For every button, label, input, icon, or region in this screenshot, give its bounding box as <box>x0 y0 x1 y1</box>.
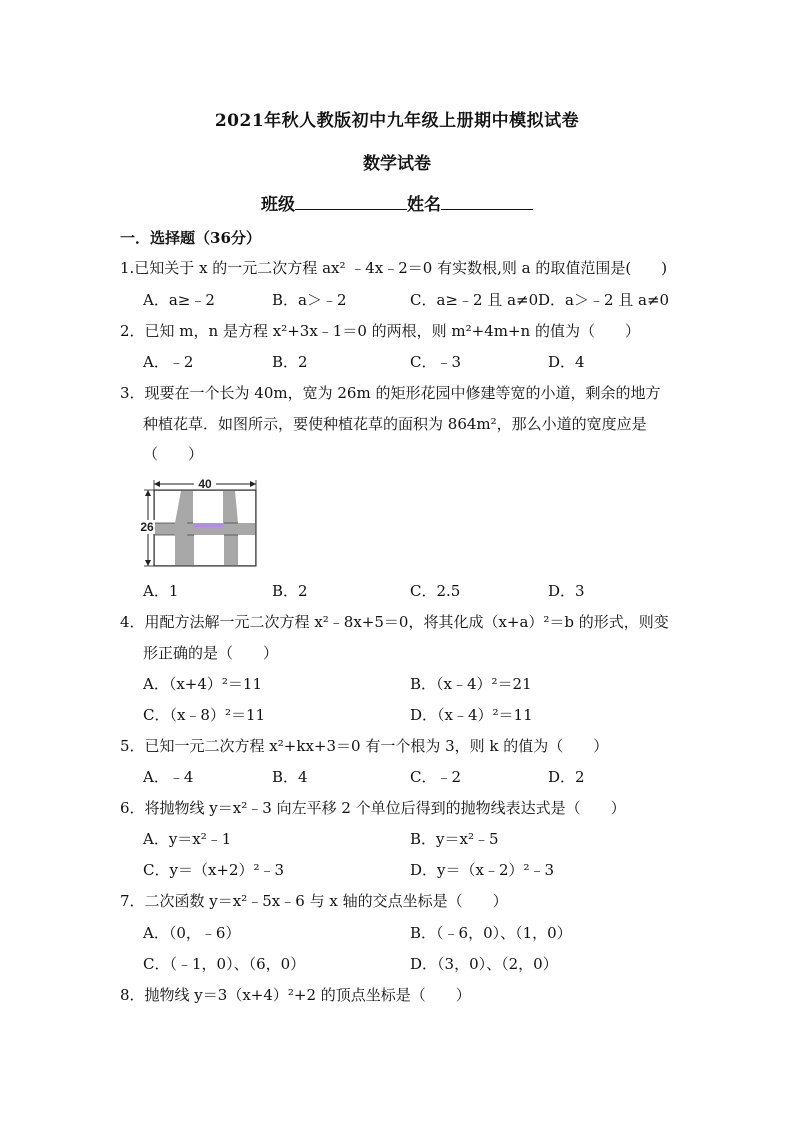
page-title: 2021年秋人教版初中九年级上册期中模拟试卷 <box>214 111 580 131</box>
class-label: 班级 <box>261 195 295 215</box>
q6-option-d[interactable]: D．y＝（x﹣2）²﹣3 <box>410 861 555 879</box>
q7-option-c[interactable]: C．（﹣1，0）、（6，0） <box>143 955 306 973</box>
q5-option-a[interactable]: A．﹣4 <box>143 768 194 786</box>
q1-option-c[interactable]: C．a≥﹣2 且 a≠0 <box>410 291 539 309</box>
section-heading: 一．选择题（36分） <box>120 229 261 247</box>
question-4-text-line2: 形正确的是（ ） <box>143 644 279 662</box>
q3-option-a[interactable]: A．1 <box>143 582 179 600</box>
question-3-text-line3: （ ） <box>143 445 204 463</box>
q2-option-c[interactable]: C．﹣3 <box>410 353 462 371</box>
plot-top-right <box>235 491 255 523</box>
garden-diagram <box>138 476 268 572</box>
q6-option-b[interactable]: B．y＝x²﹣5 <box>410 830 499 848</box>
q5-option-d[interactable]: D．2 <box>548 768 585 786</box>
name-blank[interactable] <box>441 191 533 210</box>
q4-option-a[interactable]: A．（x+4）²＝11 <box>143 675 263 693</box>
question-5-text: 5．已知一元二次方程 x²+kx+3＝0 有一个根为 3，则 k 的值为（ ） <box>120 737 609 755</box>
q6-option-c[interactable]: C．y＝（x+2）²﹣3 <box>143 861 285 879</box>
q3-option-b[interactable]: B．2 <box>272 582 308 600</box>
q4-option-c[interactable]: C．（x﹣8）²＝11 <box>143 706 266 724</box>
highlight-segment <box>193 523 224 527</box>
q6-option-a[interactable]: A．y＝x²﹣1 <box>143 830 232 848</box>
path-right-lower <box>224 535 238 565</box>
q3-option-d[interactable]: D．3 <box>548 582 585 600</box>
question-4-text-line1: 4．用配方法解一元二次方程 x²﹣8x+5＝0，将其化成（x+a）²＝b 的形式，则变 <box>120 613 669 631</box>
question-7-text: 7．二次函数 y＝x²﹣5x﹣6 与 x 轴的交点坐标是（ ） <box>120 892 508 910</box>
question-3-text-line2: 种植花草．如图所示，要使种植花草的面积为 864m²，那么小道的宽度应是 <box>143 415 647 433</box>
q7-option-b[interactable]: B．（﹣6，0）、（1，0） <box>410 924 572 942</box>
question-3-text-line1: 3．现要在一个长为 40m，宽为 26m 的矩形花园中修建等宽的小道，剩余的地方 <box>120 384 661 402</box>
garden-figure <box>138 476 268 576</box>
width-label: 40 <box>198 477 212 491</box>
q7-option-d[interactable]: D．（3，0）、（2，0） <box>410 955 558 973</box>
name-label: 姓名 <box>407 195 441 215</box>
q1-option-b[interactable]: B．a＞﹣2 <box>272 291 347 309</box>
question-6-text: 6．将抛物线 y＝x²﹣3 向左平移 2 个单位后得到的抛物线表达式是（ ） <box>120 799 626 817</box>
plot-bottom-right <box>238 535 255 565</box>
q4-option-d[interactable]: D．（x﹣4）²＝11 <box>410 706 533 724</box>
q2-option-b[interactable]: B．2 <box>272 353 308 371</box>
plot-top-middle <box>193 491 223 523</box>
class-blank[interactable] <box>295 191 407 210</box>
page-subtitle: 数学试卷 <box>363 154 431 174</box>
question-8-text: 8．抛物线 y＝3（x+4）²+2 的顶点坐标是（ ） <box>120 986 471 1004</box>
q3-option-c[interactable]: C．2.5 <box>410 582 461 600</box>
plot-bottom-middle <box>194 535 224 565</box>
plot-bottom-left <box>155 535 175 565</box>
q4-option-b[interactable]: B．（x﹣4）²＝21 <box>410 675 532 693</box>
height-label: 26 <box>140 520 154 534</box>
q1-option-a[interactable]: A．a≥﹣2 <box>143 291 215 309</box>
q7-option-a[interactable]: A．（0，﹣6） <box>143 924 241 942</box>
q5-option-b[interactable]: B．4 <box>272 768 308 786</box>
question-2-text: 2．已知 m，n 是方程 x²+3x﹣1＝0 的两根，则 m²+4m+n 的值为（ ） <box>120 322 640 340</box>
q2-option-d[interactable]: D．4 <box>548 353 585 371</box>
q5-option-c[interactable]: C．﹣2 <box>410 768 462 786</box>
q2-option-a[interactable]: A．﹣2 <box>143 353 194 371</box>
question-1-text: 1.已知关于 x 的一元二次方程 ax² ﹣4x﹣2＝0 有实数根,则 a 的取值范围是( ) <box>120 259 668 277</box>
q1-option-d[interactable]: D．a＞﹣2 且 a≠0 <box>538 291 670 309</box>
class-name-line <box>0 190 794 215</box>
